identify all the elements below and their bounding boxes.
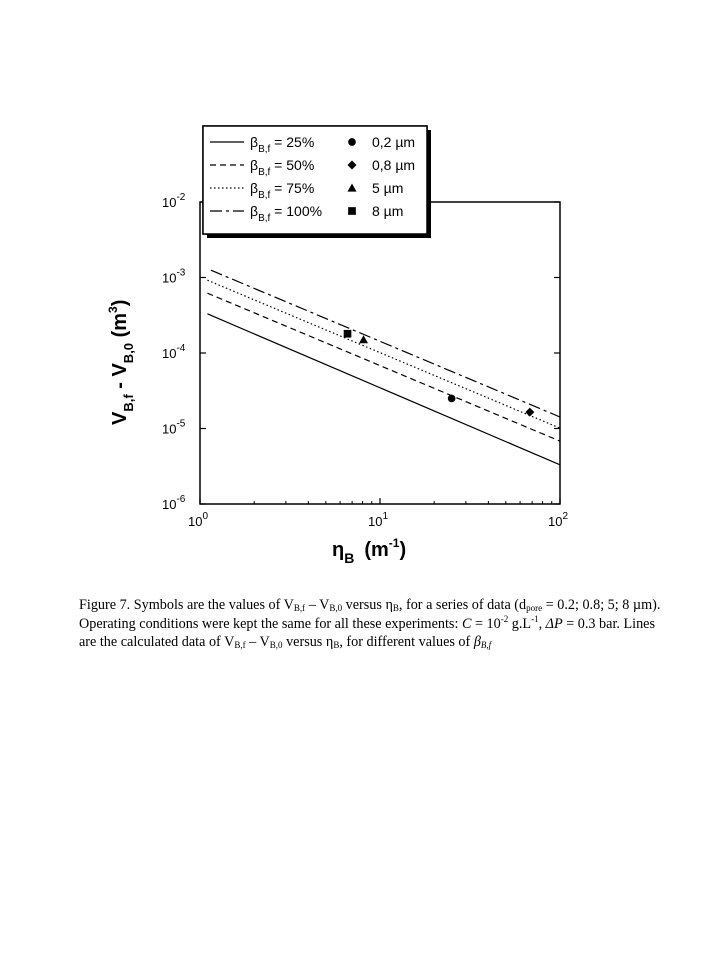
x-tick-label: $10^1$ (368, 511, 389, 529)
y-tick-label: $10^{-2}$ (162, 192, 186, 210)
y-tick-label: $10^{-6}$ (162, 494, 186, 512)
y-tick-label: $10^{-3}$ (162, 267, 186, 286)
legend-point-label: 0,2 µm (372, 134, 416, 150)
x-tick-label: $10^2$ (548, 511, 569, 529)
data-points (344, 330, 535, 417)
series-line-4 (211, 270, 560, 417)
x-tick-label: $10^0$ (188, 511, 209, 529)
y-tick-label: $10^{-4}$ (162, 343, 186, 361)
legend-marker-1 (348, 138, 356, 146)
figure-caption: Figure 7. Symbols are the values of $V_{B,f} - V_{B,0}$ versus $\eta_B$, for a series of data ($d_{pore} = 0.2$; 0.8; 5; 8 µm). Operating conditions were kept the same for all these experiments: $C = 10^{-2}$ $g.L^{-1}$, ΔP = 0.3 bar. Lines are the calculated data of $V_{B,f} - V_{B,0}$ versus $\eta_B$, for different values of $\beta_{B,f}$ (79, 597, 661, 651)
x-axis-title: $\eta_B$ $(m^{-1})$ (332, 536, 407, 566)
axis-ticks (200, 202, 560, 504)
legend-point-label: 8 µm (372, 203, 404, 219)
tick-labels (162, 192, 568, 529)
data-point-3 (359, 335, 368, 343)
legend-marker-4 (348, 207, 356, 215)
legend-point-label: 5 µm (372, 180, 404, 196)
series-line-1 (207, 314, 560, 465)
legend-line-label: $\beta_{B,f} = 75\%$ (250, 180, 315, 201)
legend-line-label: $\beta_{B,f} = 50\%$ (250, 157, 315, 178)
data-point-4 (344, 330, 352, 338)
data-point-2 (525, 408, 534, 417)
calculated-lines (207, 270, 560, 465)
legend-line-label: $\beta_{B,f} = 25\%$ (250, 134, 315, 155)
legend-line-label: $\beta_{B,f} = 100\%$ (250, 203, 323, 224)
legend-point-label: 0,8 µm (372, 157, 416, 173)
data-point-1 (448, 395, 456, 403)
series-line-3 (207, 280, 560, 428)
y-axis-title: $V_{B,f} - V_{B,0}$ $(m^3)$ (106, 299, 136, 425)
plot-area (200, 202, 560, 504)
series-line-2 (207, 293, 560, 441)
y-tick-label: $10^{-5}$ (162, 418, 186, 437)
